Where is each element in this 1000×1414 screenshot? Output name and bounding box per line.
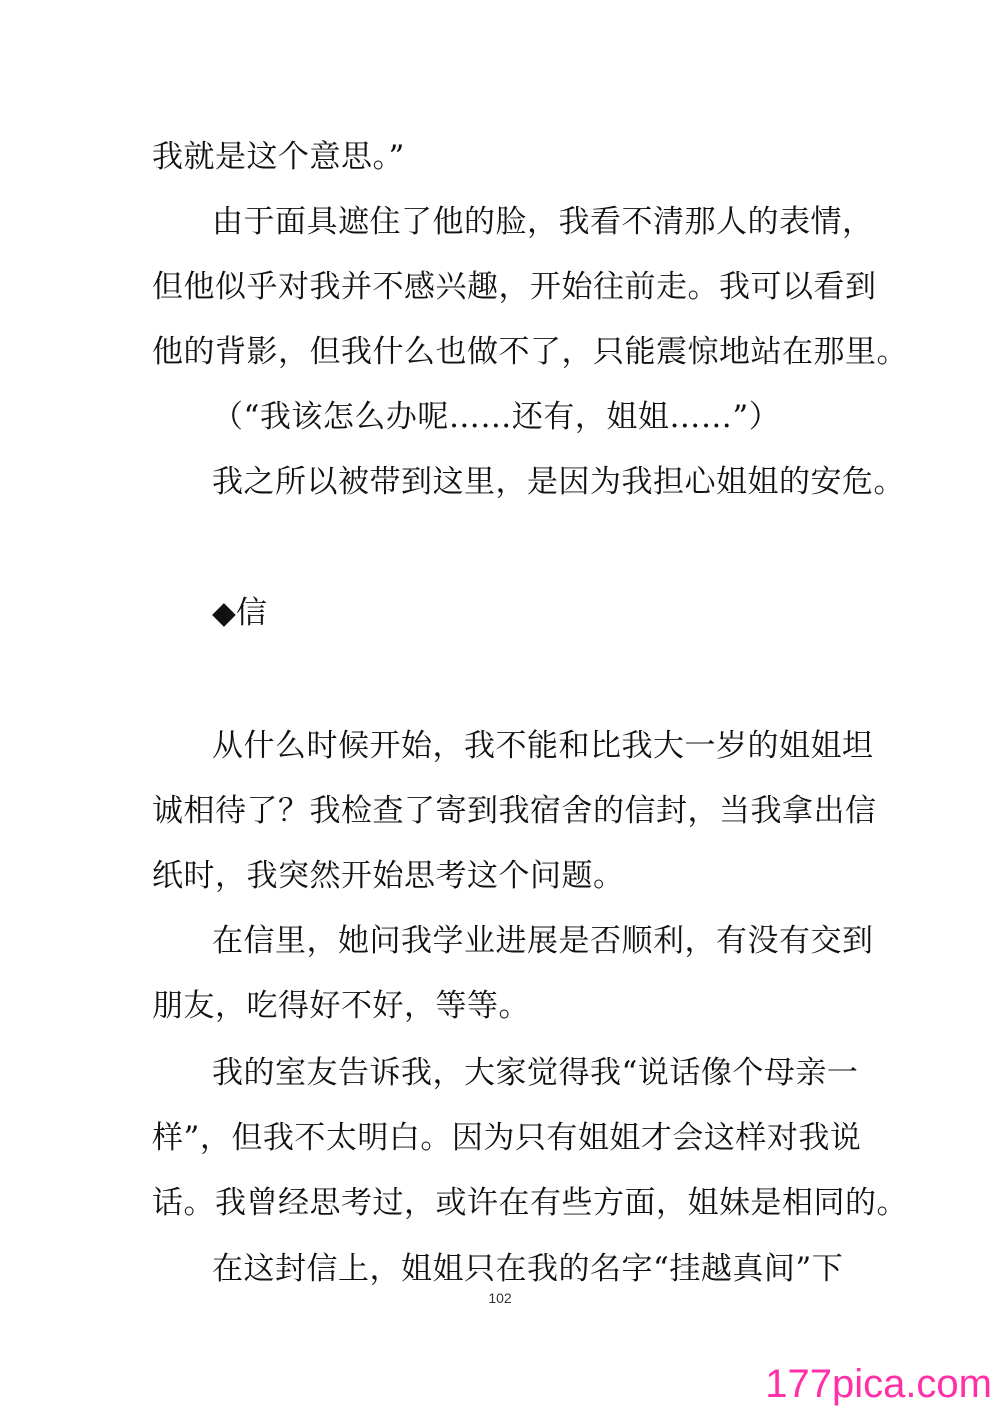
text-line: 从什么时候开始，我不能和比我大一岁的姐姐坦 xyxy=(212,728,874,764)
text-line: 诚相待了？我检查了寄到我宿舍的信封，当我拿出信 xyxy=(152,793,877,829)
text-line: 朋友，吃得好不好，等等。 xyxy=(152,988,530,1024)
text-line: 样”，但我不太明白。因为只有姐姐才会这样对我说 xyxy=(152,1120,862,1156)
watermark-logo: 177pica.com xyxy=(765,1362,992,1406)
text-line: 由于面具遮住了他的脸，我看不清那人的表情， xyxy=(212,204,874,240)
text-line: 在信里，她问我学业进展是否顺利，有没有交到 xyxy=(212,923,874,959)
text-line: （“我该怎么办呢……还有，姐姐……”） xyxy=(212,399,781,435)
text-line: 我的室友告诉我，大家觉得我“说话像个母亲一 xyxy=(212,1055,859,1091)
text-line: 话。我曾经思考过，或许在有些方面，姐妹是相同的。 xyxy=(152,1185,908,1221)
text-line: 我之所以被带到这里，是因为我担心姐姐的安危。 xyxy=(212,464,905,500)
text-line: 在这封信上，姐姐只在我的名字“挂越真间”下 xyxy=(212,1251,844,1287)
page-number: 102 xyxy=(488,1290,512,1306)
text-line: 但他似乎对我并不感兴趣，开始往前走。我可以看到 xyxy=(152,269,877,305)
text-line: 我就是这个意思。” xyxy=(152,139,405,175)
text-line: 他的背影，但我什么也做不了，只能震惊地站在那里。 xyxy=(152,334,908,370)
section-heading: ◆信 xyxy=(212,595,267,631)
text-line: 纸时，我突然开始思考这个问题。 xyxy=(152,858,625,894)
